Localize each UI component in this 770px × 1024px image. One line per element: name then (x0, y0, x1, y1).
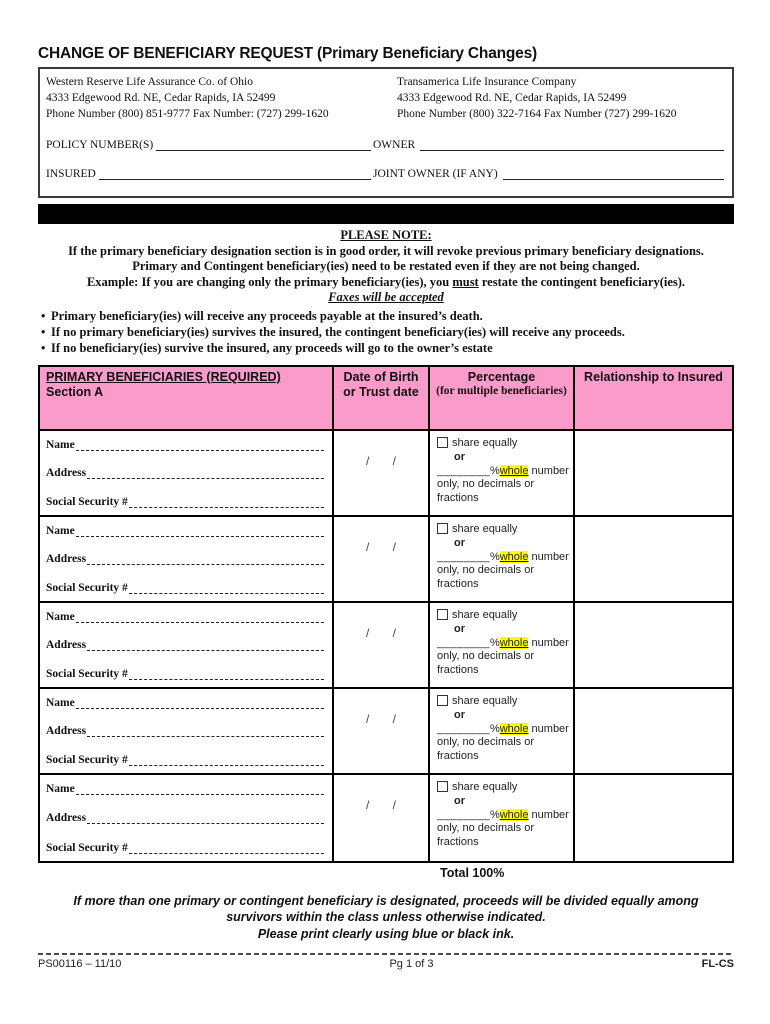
company-left (46, 74, 385, 122)
or-label: or (454, 451, 465, 463)
header-percentage-note: (for multiple beneficiaries) (436, 384, 567, 397)
policy-owner-row (46, 139, 724, 151)
header-section-a: Section A (46, 384, 104, 399)
bullet-text: If no primary beneficiary(ies) survives the insured, the contingent beneficiary(ies) will receive any proceeds. (51, 324, 625, 339)
share-equally-checkbox[interactable] (437, 609, 448, 620)
footer (38, 958, 734, 970)
beneficiary-info-cell (40, 517, 334, 601)
address-line[interactable] (87, 728, 324, 737)
address-label: Address (46, 812, 87, 824)
footer-dashed-divider (38, 953, 734, 955)
total-label: Total 100% (440, 865, 505, 880)
company-right (385, 74, 724, 122)
name-label: Name (46, 696, 75, 709)
beneficiary-info-cell (40, 775, 334, 861)
ssn-label: Social Security # (46, 495, 128, 508)
insured-line[interactable] (99, 170, 371, 180)
or-label: or (454, 537, 465, 549)
share-equally-label: share equally (452, 694, 518, 707)
please-note-block (38, 228, 734, 306)
percentage-blank[interactable]: ________ (437, 464, 490, 477)
disclaimer-line-2: survivors within the class unless otherwise indicated. (226, 910, 546, 924)
beneficiary-info-cell (40, 689, 334, 773)
whole-highlight: whole (499, 808, 529, 821)
owner-label: OWNER (373, 139, 416, 151)
percentage-cell (430, 603, 575, 687)
address-line[interactable] (87, 470, 324, 479)
percentage-fill-line: ________%whole number only, no decimals or fractions (437, 636, 569, 676)
insured-label: INSURED (46, 168, 96, 180)
disclaimer-line-3: Please print clearly using blue or black ink. (257, 926, 515, 941)
percentage-cell (430, 431, 575, 515)
relationship-cell[interactable] (575, 431, 732, 515)
relationship-cell[interactable] (575, 603, 732, 687)
header-percentage: Percentage (for multiple beneficiaries) (430, 367, 575, 429)
beneficiary-info-cell (40, 603, 334, 687)
share-equally-checkbox[interactable] (437, 695, 448, 706)
notice-example-line: Example: If you are changing only the primary beneficiary(ies), you must restate the contingent beneficiary(ies). (86, 274, 686, 289)
share-equally-label: share equally (452, 608, 518, 621)
ssn-label: Social Security # (46, 667, 128, 680)
address-line[interactable] (87, 815, 324, 824)
beneficiary-row (40, 431, 732, 517)
ssn-line[interactable] (129, 757, 324, 766)
name-label: Name (46, 782, 75, 795)
name-line[interactable] (76, 442, 324, 451)
primary-beneficiaries-table (38, 365, 734, 863)
company-left-name: Western Reserve Life Assurance Co. of Ohio (46, 76, 253, 88)
ssn-label: Social Security # (46, 753, 128, 766)
name-label: Name (46, 524, 75, 537)
header-relationship: Relationship to Insured (575, 367, 732, 429)
name-line[interactable] (76, 528, 324, 537)
table-header-row (40, 367, 732, 431)
relationship-cell[interactable] (575, 689, 732, 773)
share-equally-checkbox[interactable] (437, 437, 448, 448)
footer-form-number: PS00116 – 11/10 (38, 958, 122, 970)
share-equally-label: share equally (452, 780, 518, 793)
name-line[interactable] (76, 614, 324, 623)
beneficiary-row (40, 517, 732, 603)
ssn-line[interactable] (129, 845, 324, 854)
whole-highlight: whole (499, 464, 529, 477)
percentage-blank[interactable]: ________ (437, 550, 490, 563)
whole-highlight: whole (499, 550, 529, 563)
share-equally-label: share equally (452, 522, 518, 535)
share-equally-label: share equally (452, 436, 518, 449)
date-of-birth-cell[interactable]: / / (334, 775, 430, 861)
please-note-heading: PLEASE NOTE: (340, 228, 432, 242)
must-emphasis: must (452, 274, 479, 289)
beneficiary-row (40, 775, 732, 861)
bullet-text: If no beneficiary(ies) survive the insured, any proceeds will go to the owner’s estate (51, 340, 493, 355)
whole-highlight: whole (499, 722, 529, 735)
black-divider-bar (38, 204, 734, 224)
percentage-cell (430, 517, 575, 601)
company-left-address: 4333 Edgewood Rd. NE, Cedar Rapids, IA 52499 (46, 92, 276, 104)
faxes-accepted-line: Faxes will be accepted (328, 290, 444, 304)
header-date-of-birth: Date of Birth or Trust date (334, 367, 430, 429)
disclaimer-line-1: If more than one primary or contingent beneficiary is designated, proceeds will be divided equally among (73, 893, 699, 908)
bullet-item (38, 340, 734, 356)
policy-number-line[interactable] (156, 141, 371, 151)
owner-line[interactable] (420, 141, 724, 151)
bullet-list (38, 308, 734, 356)
ssn-line[interactable] (129, 499, 324, 508)
address-line[interactable] (87, 556, 324, 565)
percentage-fill-line: ________%whole number only, no decimals or fractions (437, 808, 569, 848)
beneficiary-info-cell (40, 431, 334, 515)
company-right-name: Transamerica Life Insurance Company (397, 76, 577, 88)
or-label: or (454, 795, 465, 807)
beneficiary-rows (40, 431, 732, 861)
bullet-icon: • (41, 308, 46, 323)
percentage-fill-line: ________%whole number only, no decimals or fractions (437, 722, 569, 762)
company-right-phone-fax: Phone Number (800) 322-7164 Fax Number (727) 299-1620 (397, 108, 677, 120)
date-of-birth-cell[interactable]: / / (334, 431, 430, 515)
percentage-blank[interactable]: ________ (437, 722, 490, 735)
relationship-cell[interactable] (575, 775, 732, 861)
percentage-cell (430, 689, 575, 773)
notice-line-1: If the primary beneficiary designation section is in good order, it will revoke previous primary beneficiary designations. (68, 243, 704, 258)
company-left-phone-fax: Phone Number (800) 851-9777 Fax Number: (727) 299-1620 (46, 108, 329, 120)
share-equally-checkbox[interactable] (437, 781, 448, 792)
date-of-birth-cell[interactable]: / / (334, 689, 430, 773)
percentage-fill-line: ________%whole number only, no decimals or fractions (437, 464, 569, 504)
header-col1-title: PRIMARY BENEFICIARIES (REQUIRED) (46, 369, 281, 384)
page-title: CHANGE OF BENEFICIARY REQUEST (Primary Beneficiary Changes) (38, 45, 537, 62)
bullet-item (38, 324, 734, 340)
name-label: Name (46, 438, 75, 451)
company-right-address: 4333 Edgewood Rd. NE, Cedar Rapids, IA 52499 (397, 92, 627, 104)
whole-highlight: whole (499, 636, 529, 649)
insured-joint-row (46, 168, 724, 180)
beneficiary-row (40, 689, 732, 775)
address-label: Address (46, 553, 87, 565)
name-label: Name (46, 610, 75, 623)
policy-number-label: POLICY NUMBER(S) (46, 139, 154, 151)
or-label: or (454, 623, 465, 635)
footer-page-indicator: Pg 1 of 3 (389, 958, 434, 970)
bullet-icon: • (41, 324, 46, 339)
date-of-birth-cell[interactable]: / / (334, 603, 430, 687)
percentage-blank[interactable]: ________ (437, 636, 490, 649)
percentage-blank[interactable]: ________ (437, 808, 490, 821)
percentage-cell (430, 775, 575, 861)
address-label: Address (46, 725, 87, 737)
address-label: Address (46, 467, 87, 479)
percentage-fill-line: ________%whole number only, no decimals or fractions (437, 550, 569, 590)
date-of-birth-cell[interactable]: / / (334, 517, 430, 601)
header-primary-beneficiaries (40, 367, 334, 429)
address-line[interactable] (87, 642, 324, 651)
relationship-cell[interactable] (575, 517, 732, 601)
bullet-item (38, 308, 734, 324)
bullet-text: Primary beneficiary(ies) will receive any proceeds payable at the insured’s death. (51, 308, 483, 323)
share-equally-checkbox[interactable] (437, 523, 448, 534)
name-line[interactable] (76, 700, 324, 709)
joint-owner-line[interactable] (503, 170, 724, 180)
address-label: Address (46, 639, 87, 651)
or-label: or (454, 709, 465, 721)
disclaimer-block (38, 893, 734, 943)
bullet-icon: • (41, 340, 46, 355)
beneficiary-row (40, 603, 732, 689)
footer-form-code: FL-CS (701, 958, 734, 970)
ssn-line[interactable] (129, 671, 324, 680)
notice-line-2: Primary and Contingent beneficiary(ies) need to be restated even if they are not being changed. (132, 259, 640, 273)
name-line[interactable] (76, 786, 324, 795)
ssn-label: Social Security # (46, 841, 128, 854)
ssn-line[interactable] (129, 585, 324, 594)
joint-owner-label: JOINT OWNER (IF ANY) (373, 168, 498, 180)
company-info-box (38, 67, 734, 198)
ssn-label: Social Security # (46, 581, 128, 594)
